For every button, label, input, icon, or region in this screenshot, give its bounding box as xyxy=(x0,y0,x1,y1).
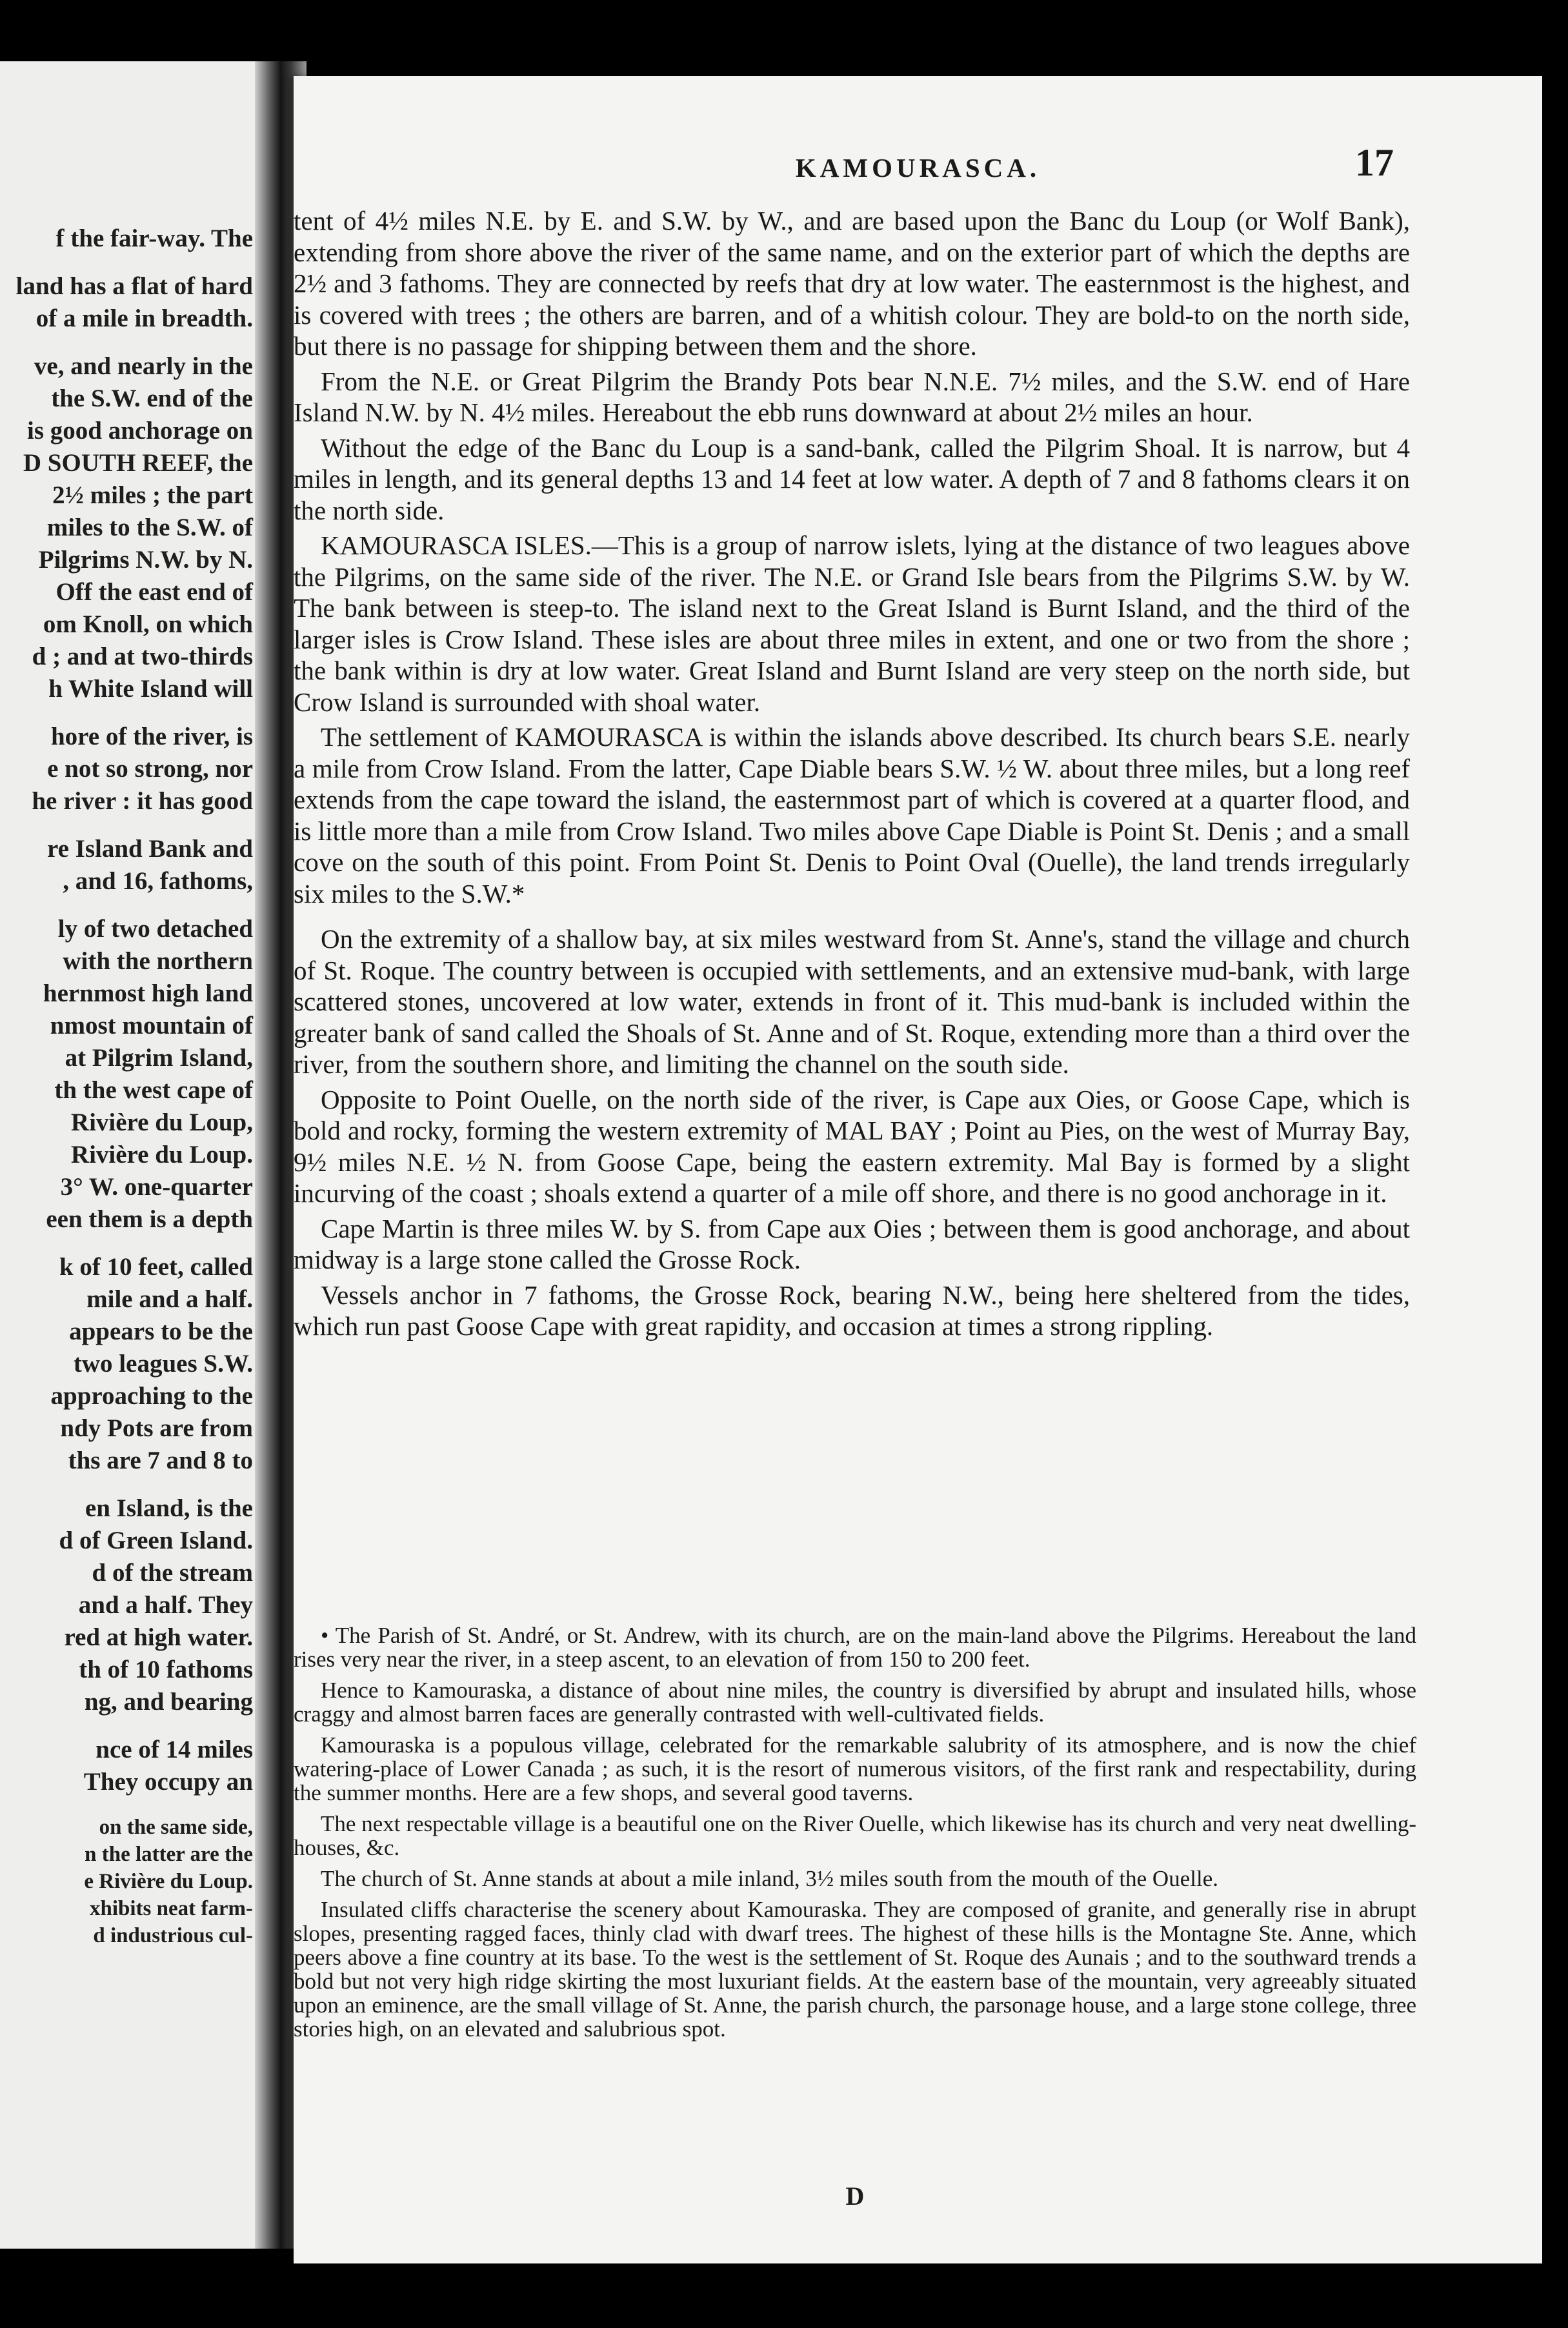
left-page-line: with the northern xyxy=(63,947,253,975)
footnote: Kamouraska is a populous village, celebrated for the remarkable salubrity of its atmosphere, and is now the chief watering-place of Lower Canada ; as such, it is the resort of numerous visitors, of the first rank and respectability, during the summer months. Here are a few shops, and several good taverns. xyxy=(294,1732,1416,1805)
footnote: The church of St. Anne stands at about a mile inland, 3½ miles south from the mouth of the Ouelle. xyxy=(321,1866,1218,1891)
left-page-line: mile and a half. xyxy=(86,1285,253,1313)
left-page-line: nmost mountain of xyxy=(50,1012,253,1039)
left-page-fragment xyxy=(0,61,265,2249)
left-page-line: hernmost high land xyxy=(43,979,253,1007)
left-page-line: They occupy an xyxy=(83,1768,253,1796)
left-page-line: th of 10 fathoms xyxy=(79,1656,253,1683)
right-page xyxy=(294,76,1542,2265)
left-page-line: 3° W. one-quarter xyxy=(60,1173,253,1201)
left-page-line: Off the east end of xyxy=(55,578,253,606)
paragraph: On the extremity of a shallow bay, at six miles westward from St. Anne's, stand the village and church of St. Roque. The country between is occupied with settlements, and an extensive mud-bank, with large scattered stones, uncovered at low water, extends in front of it. This mud-bank is included within the greater bank of sand called the Shoals of St. Anne and of St. Roque, extending more than a third over the river, from the southern shore, and limiting the channel on the south side. xyxy=(294,924,1410,1079)
left-page-line: k of 10 feet, called xyxy=(59,1253,253,1281)
left-page-line: xhibits neat farm- xyxy=(90,1897,253,1920)
left-page-line: at Pilgrim Island, xyxy=(65,1044,253,1072)
signature-mark: D xyxy=(845,2182,865,2211)
left-page-line: miles to the S.W. of xyxy=(46,514,253,541)
left-page-line: e Rivière du Loup. xyxy=(84,1870,253,1893)
left-page-line: d industrious cul- xyxy=(93,1924,253,1947)
left-page-line: 2½ miles ; the part xyxy=(52,481,253,509)
page-number: 17 xyxy=(1355,141,1394,184)
left-page-line: ve, and nearly in the xyxy=(34,352,253,380)
left-page-line: d of the stream xyxy=(92,1559,253,1587)
left-page-line: f the fair-way. The xyxy=(55,225,253,252)
left-page-line: Pilgrims N.W. by N. xyxy=(38,546,253,574)
left-page-line: , and 16, fathoms, xyxy=(63,867,253,895)
left-page-line: ly of two detached xyxy=(57,915,253,943)
left-page-line: land has a flat of hard xyxy=(15,272,253,300)
left-page-line: d ; and at two-thirds xyxy=(32,643,253,670)
left-page-line: two leagues S.W. xyxy=(73,1350,253,1378)
left-page-line: approaching to the xyxy=(50,1382,253,1410)
paragraph: Vessels anchor in 7 fathoms, the Grosse Rock, bearing N.W., being here sheltered from the tides, which run past Goose Cape with great rapidity, and occasion at times a strong rippling. xyxy=(294,1279,1410,1341)
left-page-line: ths are 7 and 8 to xyxy=(68,1447,253,1474)
left-page-line: is good anchorage on xyxy=(27,417,253,445)
left-page-line: een them is a depth xyxy=(46,1205,253,1233)
running-head: KAMOURASCA. xyxy=(795,153,1041,183)
main-text xyxy=(294,205,1410,1342)
footnote: Insulated cliffs characterise the scenery about Kamouraska. They are composed of granite, and generally rise in abrupt slopes, presenting ragged faces, thinly clad with dwarf trees. The highest of these hills is the Montagne Ste. Anne, which peers above a fine country at its base. To the west is the settlement of St. Roque des Aunais ; and to the southward trends a bold but not very high ridge skirting the most luxuriant fields. At the eastern base of the mountain, very agreeably situated upon an eminence, are the small village of St. Anne, the parish church, the parsonage house, and a large stone college, three stories high, on an elevated and salubrious spot. xyxy=(294,1897,1416,2042)
left-page-line: n the latter are the xyxy=(85,1843,253,1866)
paragraph: tent of 4½ miles N.E. by E. and S.W. by W., and are based upon the Banc du Loup (or Wolf Bank), extending from shore above the river of the same name, and on the exterior part of which the depths are 2½ and 3 fathoms. They are connected by reefs that dry at low water. The easternmost is the highest, and is covered with trees ; the others are barren, and of a whitish colour. They are bold-to on the north side, but there is no passage for shipping between them and the shore. xyxy=(294,206,1410,361)
left-page-line: of a mile in breadth. xyxy=(35,305,253,332)
left-page-line: Rivière du Loup, xyxy=(70,1109,253,1136)
left-page-line: the S.W. end of the xyxy=(51,385,253,412)
left-page-line: appears to be the xyxy=(69,1318,253,1345)
left-page-line: om Knoll, on which xyxy=(43,610,253,638)
footnote: • The Parish of St. André, or St. Andrew, with its church, are on the main-land above the Pilgrims. Hereabout the land rises very near the river, in a steep ascent, to an elevation of from 150 to 200 feet. xyxy=(294,1623,1416,1672)
left-page-line: hore of the river, is xyxy=(50,723,253,750)
page-header xyxy=(294,141,1542,191)
paragraph: The settlement of KAMOURASCA is within the islands above described. Its church bears S.E. nearly a mile from Crow Island. From the latter, Cape Diable bears S.W. ½ W. about three miles, but a long reef extends from the cape toward the island, the easternmost part of which is covered at a quarter flood, and is little more than a mile from Crow Island. Two miles above Cape Diable is Point St. Denis ; and a small cove on the south of this point. From Point St. Denis to Point Oval (Ouelle), the land trends irregularly six miles to the S.W.* xyxy=(294,722,1410,908)
left-page-line: th the west cape of xyxy=(54,1076,253,1104)
left-page-line: h White Island will xyxy=(48,675,253,703)
paragraph: Without the edge of the Banc du Loup is a sand-bank, called the Pilgrim Shoal. It is narrow, but 4 miles in length, and its general depths 13 and 14 feet at low water. A depth of 7 and 8 fathoms clears it on the north side. xyxy=(294,432,1410,525)
left-page-line: on the same side, xyxy=(99,1816,253,1839)
scan-border xyxy=(0,2263,1568,2328)
left-page-line: red at high water. xyxy=(64,1623,253,1651)
left-page-line: D SOUTH REEF, the xyxy=(23,449,253,477)
footnote: Hence to Kamouraska, a distance of about nine miles, the country is diversified by abrupt and insulated hills, whose craggy and almost barren faces are generally contrasted with well-cultivated fields. xyxy=(294,1678,1416,1727)
left-page-line: nce of 14 miles xyxy=(95,1736,253,1763)
left-page-line: ng, and bearing xyxy=(84,1688,253,1716)
left-page-line: and a half. They xyxy=(78,1591,253,1619)
left-page-line: ndy Pots are from xyxy=(60,1414,253,1442)
left-page-line: re Island Bank and xyxy=(46,835,253,863)
paragraph: From the N.E. or Great Pilgrim the Brandy Pots bear N.N.E. 7½ miles, and the S.W. end of Hare Island N.W. by N. 4½ miles. Hereabout the ebb runs downward at about 2½ miles an hour. xyxy=(294,366,1410,427)
left-page-line: e not so strong, nor xyxy=(47,755,253,783)
left-page-line: he river : it has good xyxy=(32,787,253,815)
footnotes xyxy=(294,1623,1416,2041)
footnote: The next respectable village is a beautiful one on the River Ouelle, which likewise has its church and very neat dwelling-houses, &c. xyxy=(294,1811,1416,1860)
left-page-line: en Island, is the xyxy=(85,1494,253,1522)
left-page-line: d of Green Island. xyxy=(59,1527,253,1554)
paragraph: Cape Martin is three miles W. by S. from Cape aux Oies ; between them is good anchorage, and about midway is a large stone called the Grosse Rock. xyxy=(294,1213,1410,1274)
paragraph: KAMOURASCA ISLES.—This is a group of narrow islets, lying at the distance of two leagues above the Pilgrims, on the same side of the river. The N.E. or Grand Isle bears from the Pilgrims S.W. by W. The bank between is steep-to. The island next to the Great Island is Burnt Island, and the third of the larger isles is Crow Island. These isles are about three miles in extent, and one or two from the shore ; the bank within is dry at low water. Great Island and Burnt Island are very steep on the north side, but Crow Island is surrounded with shoal water. xyxy=(294,530,1410,717)
left-page-line: Rivière du Loup. xyxy=(70,1141,253,1169)
paragraph: Opposite to Point Ouelle, on the north side of the river, is Cape aux Oies, or Goose Cape, which is bold and rocky, forming the western extremity of MAL BAY ; Point au Pies, on the west of Murray Bay, 9½ miles N.E. ½ N. from Goose Cape, being the eastern extremity. Mal Bay is formed by a slight incurving of the coast ; shoals extend a quarter of a mile off shore, and there is no good anchorage in it. xyxy=(294,1084,1410,1208)
